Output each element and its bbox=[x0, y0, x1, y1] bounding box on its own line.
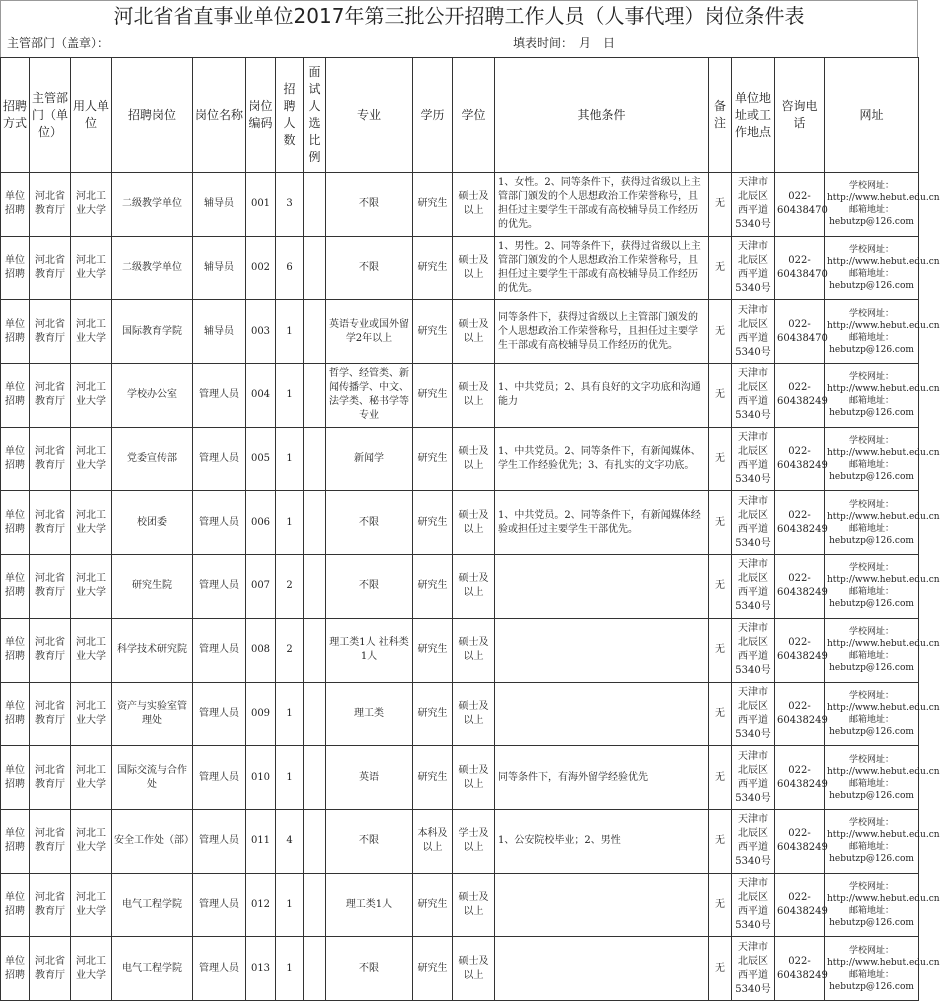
cell-edu: 研究生 bbox=[413, 300, 453, 364]
cell-major: 新闻学 bbox=[326, 427, 413, 491]
table-row bbox=[1, 427, 919, 491]
cell-dept: 河北省教育厅 bbox=[30, 491, 71, 555]
cell-edu: 研究生 bbox=[413, 873, 453, 937]
cell-ratio bbox=[304, 300, 326, 364]
cell-code: 006 bbox=[246, 491, 276, 555]
cell-dept: 河北省教育厅 bbox=[30, 555, 71, 619]
cell-num: 6 bbox=[276, 236, 304, 300]
cell-ratio bbox=[304, 873, 326, 937]
cell-major: 理工类1人 社科类1人 bbox=[326, 618, 413, 682]
column-header: 岗位名称 bbox=[193, 58, 246, 173]
cell-edu: 研究生 bbox=[413, 682, 453, 746]
cell-other bbox=[495, 682, 709, 746]
cell-edu: 研究生 bbox=[413, 555, 453, 619]
cell-code: 004 bbox=[246, 364, 276, 428]
cell-num: 4 bbox=[276, 809, 304, 873]
cell-num: 2 bbox=[276, 618, 304, 682]
cell-post: 科学技术研究院 bbox=[112, 618, 193, 682]
cell-post: 资产与实验室管理处 bbox=[112, 682, 193, 746]
cell-addr: 天津市北辰区西平道5340号 bbox=[732, 809, 775, 873]
cell-dept: 河北省教育厅 bbox=[30, 427, 71, 491]
cell-unit: 河北工业大学 bbox=[71, 682, 112, 746]
cell-edu: 研究生 bbox=[413, 364, 453, 428]
column-header: 主管部门（单位） bbox=[30, 58, 71, 173]
cell-major: 不限 bbox=[326, 173, 413, 237]
cell-method: 单位招聘 bbox=[1, 173, 30, 237]
cell-num: 3 bbox=[276, 173, 304, 237]
cell-ratio bbox=[304, 809, 326, 873]
cell-dept: 河北省教育厅 bbox=[30, 937, 71, 1001]
cell-code: 009 bbox=[246, 682, 276, 746]
cell-other bbox=[495, 555, 709, 619]
cell-other: 1、中共党员。2、同等条件下，有新闻媒体经验或担任过主要学生干部优先。 bbox=[495, 491, 709, 555]
cell-post: 安全工作处（部） bbox=[112, 809, 193, 873]
table-row bbox=[1, 873, 919, 937]
cell-name: 管理人员 bbox=[193, 682, 246, 746]
cell-ratio bbox=[304, 682, 326, 746]
cell-note: 无 bbox=[709, 236, 732, 300]
cell-post: 研究生院 bbox=[112, 555, 193, 619]
column-header: 学位 bbox=[453, 58, 495, 173]
cell-note: 无 bbox=[709, 873, 732, 937]
cell-other bbox=[495, 873, 709, 937]
cell-dept: 河北省教育厅 bbox=[30, 682, 71, 746]
cell-other: 1、中共党员。2、同等条件下，有新闻媒体、学生工作经验优先；3、有扎实的文字功底。 bbox=[495, 427, 709, 491]
cell-web: 学校网址： http://www.hebut.edu.cn 邮箱地址：hebutzp@126.com bbox=[825, 555, 919, 619]
column-header: 其他条件 bbox=[495, 58, 709, 173]
cell-method: 单位招聘 bbox=[1, 555, 30, 619]
column-header: 招聘岗位 bbox=[112, 58, 193, 173]
cell-name: 辅导员 bbox=[193, 236, 246, 300]
cell-phone: 022-60438470 bbox=[775, 300, 825, 364]
cell-edu: 研究生 bbox=[413, 491, 453, 555]
table-row bbox=[1, 300, 919, 364]
cell-ratio bbox=[304, 937, 326, 1001]
cell-post: 校团委 bbox=[112, 491, 193, 555]
cell-phone: 022-60438249 bbox=[775, 491, 825, 555]
cell-note: 无 bbox=[709, 682, 732, 746]
cell-post: 党委宣传部 bbox=[112, 427, 193, 491]
column-header: 招聘方式 bbox=[1, 58, 30, 173]
column-header: 专业 bbox=[326, 58, 413, 173]
cell-web: 学校网址： http://www.hebut.edu.cn 邮箱地址：hebutzp@126.com bbox=[825, 427, 919, 491]
cell-phone: 022-60438249 bbox=[775, 873, 825, 937]
cell-web: 学校网址： http://www.hebut.edu.cn 邮箱地址：hebutzp@126.com bbox=[825, 809, 919, 873]
document-title: 河北省省直事业单位2017年第三批公开招聘工作人员（人事代理）岗位条件表 bbox=[0, 0, 918, 30]
cell-dept: 河北省教育厅 bbox=[30, 618, 71, 682]
cell-num: 1 bbox=[276, 491, 304, 555]
cell-degree: 硕士及以上 bbox=[453, 364, 495, 428]
cell-code: 012 bbox=[246, 873, 276, 937]
cell-edu: 研究生 bbox=[413, 746, 453, 810]
cell-ratio bbox=[304, 236, 326, 300]
cell-other: 同等条件下，获得过省级以上主管部门颁发的个人思想政治工作荣誉称号，且担任过主要学生干部或有高校辅导员工作经历的优先。 bbox=[495, 300, 709, 364]
cell-unit: 河北工业大学 bbox=[71, 555, 112, 619]
cell-note: 无 bbox=[709, 746, 732, 810]
cell-method: 单位招聘 bbox=[1, 809, 30, 873]
cell-post: 二级教学单位 bbox=[112, 173, 193, 237]
cell-name: 管理人员 bbox=[193, 555, 246, 619]
cell-name: 管理人员 bbox=[193, 937, 246, 1001]
cell-degree: 硕士及以上 bbox=[453, 427, 495, 491]
cell-note: 无 bbox=[709, 555, 732, 619]
cell-post: 国际教育学院 bbox=[112, 300, 193, 364]
cell-web: 学校网址： http://www.hebut.edu.cn 邮箱地址：hebutzp@126.com bbox=[825, 300, 919, 364]
cell-phone: 022-60438249 bbox=[775, 364, 825, 428]
cell-addr: 天津市北辰区西平道5340号 bbox=[732, 491, 775, 555]
cell-unit: 河北工业大学 bbox=[71, 173, 112, 237]
cell-unit: 河北工业大学 bbox=[71, 427, 112, 491]
form-meta bbox=[0, 30, 918, 57]
cell-addr: 天津市北辰区西平道5340号 bbox=[732, 364, 775, 428]
cell-unit: 河北工业大学 bbox=[71, 809, 112, 873]
table-row bbox=[1, 555, 919, 619]
table-row bbox=[1, 491, 919, 555]
cell-other: 1、男性。2、同等条件下，获得过省级以上主管部门颁发的个人思想政治工作荣誉称号，且担任过主要学生干部或有高校辅导员工作经历的优先。 bbox=[495, 236, 709, 300]
cell-method: 单位招聘 bbox=[1, 682, 30, 746]
cell-code: 007 bbox=[246, 555, 276, 619]
column-header: 备注 bbox=[709, 58, 732, 173]
cell-major: 不限 bbox=[326, 491, 413, 555]
cell-num: 1 bbox=[276, 937, 304, 1001]
cell-name: 管理人员 bbox=[193, 873, 246, 937]
cell-other bbox=[495, 937, 709, 1001]
cell-other: 1、公安院校毕业；2、男性 bbox=[495, 809, 709, 873]
cell-phone: 022-60438470 bbox=[775, 173, 825, 237]
cell-dept: 河北省教育厅 bbox=[30, 746, 71, 810]
cell-ratio bbox=[304, 618, 326, 682]
cell-major: 哲学、经管类、新闻传播学、中文、法学类、秘书学等专业 bbox=[326, 364, 413, 428]
cell-ratio bbox=[304, 427, 326, 491]
column-header: 用人单位 bbox=[71, 58, 112, 173]
cell-addr: 天津市北辰区西平道5340号 bbox=[732, 682, 775, 746]
cell-addr: 天津市北辰区西平道5340号 bbox=[732, 618, 775, 682]
cell-method: 单位招聘 bbox=[1, 236, 30, 300]
cell-addr: 天津市北辰区西平道5340号 bbox=[732, 555, 775, 619]
cell-method: 单位招聘 bbox=[1, 873, 30, 937]
cell-note: 无 bbox=[709, 173, 732, 237]
cell-web: 学校网址： http://www.hebut.edu.cn 邮箱地址：hebutzp@126.com bbox=[825, 236, 919, 300]
cell-name: 辅导员 bbox=[193, 173, 246, 237]
cell-addr: 天津市北辰区西平道5340号 bbox=[732, 873, 775, 937]
cell-code: 002 bbox=[246, 236, 276, 300]
cell-name: 管理人员 bbox=[193, 427, 246, 491]
cell-num: 1 bbox=[276, 300, 304, 364]
dept-label: 主管部门（盖章）： bbox=[7, 36, 110, 50]
cell-addr: 天津市北辰区西平道5340号 bbox=[732, 173, 775, 237]
cell-other: 1、中共党员；2、具有良好的文字功底和沟通能力 bbox=[495, 364, 709, 428]
table-row bbox=[1, 173, 919, 237]
cell-post: 国际交流与合作处 bbox=[112, 746, 193, 810]
cell-phone: 022-60438249 bbox=[775, 427, 825, 491]
cell-major: 英语专业或国外留学2年以上 bbox=[326, 300, 413, 364]
cell-method: 单位招聘 bbox=[1, 491, 30, 555]
cell-code: 008 bbox=[246, 618, 276, 682]
table-row bbox=[1, 746, 919, 810]
cell-ratio bbox=[304, 491, 326, 555]
table-row bbox=[1, 364, 919, 428]
column-header: 咨询电话 bbox=[775, 58, 825, 173]
cell-dept: 河北省教育厅 bbox=[30, 300, 71, 364]
cell-phone: 022-60438249 bbox=[775, 937, 825, 1001]
cell-name: 管理人员 bbox=[193, 491, 246, 555]
cell-phone: 022-60438249 bbox=[775, 809, 825, 873]
cell-degree: 硕士及以上 bbox=[453, 236, 495, 300]
table-row bbox=[1, 682, 919, 746]
cell-code: 010 bbox=[246, 746, 276, 810]
cell-web: 学校网址： http://www.hebut.edu.cn 邮箱地址：hebutzp@126.com bbox=[825, 746, 919, 810]
cell-dept: 河北省教育厅 bbox=[30, 173, 71, 237]
cell-degree: 硕士及以上 bbox=[453, 173, 495, 237]
cell-method: 单位招聘 bbox=[1, 427, 30, 491]
cell-major: 英语 bbox=[326, 746, 413, 810]
cell-note: 无 bbox=[709, 427, 732, 491]
cell-edu: 研究生 bbox=[413, 427, 453, 491]
cell-unit: 河北工业大学 bbox=[71, 491, 112, 555]
cell-phone: 022-60438249 bbox=[775, 618, 825, 682]
cell-unit: 河北工业大学 bbox=[71, 746, 112, 810]
cell-other: 1、女性。2、同等条件下，获得过省级以上主管部门颁发的个人思想政治工作荣誉称号，且担任过主要学生干部或有高校辅导员工作经历的优先。 bbox=[495, 173, 709, 237]
column-header: 岗位编码 bbox=[246, 58, 276, 173]
cell-edu: 研究生 bbox=[413, 173, 453, 237]
cell-dept: 河北省教育厅 bbox=[30, 809, 71, 873]
cell-degree: 硕士及以上 bbox=[453, 937, 495, 1001]
cell-phone: 022-60438470 bbox=[775, 236, 825, 300]
cell-num: 1 bbox=[276, 746, 304, 810]
cell-web: 学校网址： http://www.hebut.edu.cn 邮箱地址：hebutzp@126.com bbox=[825, 682, 919, 746]
cell-name: 管理人员 bbox=[193, 746, 246, 810]
cell-ratio bbox=[304, 555, 326, 619]
cell-major: 理工类1人 bbox=[326, 873, 413, 937]
cell-code: 011 bbox=[246, 809, 276, 873]
cell-num: 1 bbox=[276, 682, 304, 746]
cell-unit: 河北工业大学 bbox=[71, 618, 112, 682]
table-row bbox=[1, 618, 919, 682]
cell-name: 管理人员 bbox=[193, 809, 246, 873]
cell-web: 学校网址： http://www.hebut.edu.cn 邮箱地址：hebutzp@126.com bbox=[825, 618, 919, 682]
table-row bbox=[1, 809, 919, 873]
cell-num: 1 bbox=[276, 873, 304, 937]
cell-note: 无 bbox=[709, 809, 732, 873]
cell-code: 013 bbox=[246, 937, 276, 1001]
cell-method: 单位招聘 bbox=[1, 300, 30, 364]
cell-other: 同等条件下，有海外留学经验优先 bbox=[495, 746, 709, 810]
cell-note: 无 bbox=[709, 300, 732, 364]
cell-addr: 天津市北辰区西平道5340号 bbox=[732, 937, 775, 1001]
cell-degree: 硕士及以上 bbox=[453, 873, 495, 937]
cell-addr: 天津市北辰区西平道5340号 bbox=[732, 236, 775, 300]
cell-web: 学校网址： http://www.hebut.edu.cn 邮箱地址：hebutzp@126.com bbox=[825, 173, 919, 237]
cell-other bbox=[495, 618, 709, 682]
cell-edu: 研究生 bbox=[413, 937, 453, 1001]
cell-major: 不限 bbox=[326, 555, 413, 619]
cell-major: 不限 bbox=[326, 809, 413, 873]
column-header: 网址 bbox=[825, 58, 919, 173]
table-row bbox=[1, 937, 919, 1001]
cell-web: 学校网址： http://www.hebut.edu.cn 邮箱地址：hebutzp@126.com bbox=[825, 491, 919, 555]
cell-note: 无 bbox=[709, 364, 732, 428]
cell-unit: 河北工业大学 bbox=[71, 236, 112, 300]
table-body bbox=[1, 173, 940, 1001]
cell-num: 1 bbox=[276, 364, 304, 428]
table-row bbox=[1, 236, 919, 300]
cell-web: 学校网址： http://www.hebut.edu.cn 邮箱地址：hebutzp@126.com bbox=[825, 364, 919, 428]
cell-num: 1 bbox=[276, 427, 304, 491]
cell-unit: 河北工业大学 bbox=[71, 364, 112, 428]
cell-major: 理工类 bbox=[326, 682, 413, 746]
cell-post: 电气工程学院 bbox=[112, 937, 193, 1001]
column-header: 学历 bbox=[413, 58, 453, 173]
cell-method: 单位招聘 bbox=[1, 937, 30, 1001]
cell-post: 二级教学单位 bbox=[112, 236, 193, 300]
cell-edu: 本科及以上 bbox=[413, 809, 453, 873]
cell-degree: 硕士及以上 bbox=[453, 491, 495, 555]
cell-web: 学校网址： http://www.hebut.edu.cn 邮箱地址：hebutzp@126.com bbox=[825, 937, 919, 1001]
cell-edu: 研究生 bbox=[413, 236, 453, 300]
cell-addr: 天津市北辰区西平道5340号 bbox=[732, 300, 775, 364]
cell-name: 管理人员 bbox=[193, 364, 246, 428]
cell-phone: 022-60438249 bbox=[775, 555, 825, 619]
cell-edu: 研究生 bbox=[413, 618, 453, 682]
cell-code: 003 bbox=[246, 300, 276, 364]
cell-dept: 河北省教育厅 bbox=[30, 873, 71, 937]
cell-degree: 硕士及以上 bbox=[453, 682, 495, 746]
cell-major: 不限 bbox=[326, 236, 413, 300]
cell-method: 单位招聘 bbox=[1, 618, 30, 682]
header-row bbox=[1, 58, 919, 173]
cell-note: 无 bbox=[709, 618, 732, 682]
cell-post: 学校办公室 bbox=[112, 364, 193, 428]
cell-note: 无 bbox=[709, 937, 732, 1001]
cell-ratio bbox=[304, 746, 326, 810]
cell-code: 005 bbox=[246, 427, 276, 491]
date-label: 填表时间： 月 日 bbox=[513, 36, 616, 50]
positions-table bbox=[0, 57, 940, 1001]
cell-note: 无 bbox=[709, 491, 732, 555]
cell-addr: 天津市北辰区西平道5340号 bbox=[732, 427, 775, 491]
cell-dept: 河北省教育厅 bbox=[30, 364, 71, 428]
cell-ratio bbox=[304, 173, 326, 237]
cell-name: 管理人员 bbox=[193, 618, 246, 682]
cell-dept: 河北省教育厅 bbox=[30, 236, 71, 300]
cell-degree: 学士及以上 bbox=[453, 809, 495, 873]
cell-ratio bbox=[304, 364, 326, 428]
cell-method: 单位招聘 bbox=[1, 364, 30, 428]
column-header: 单位地址或工作地点 bbox=[732, 58, 775, 173]
cell-major: 不限 bbox=[326, 937, 413, 1001]
cell-degree: 硕士及以上 bbox=[453, 555, 495, 619]
cell-post: 电气工程学院 bbox=[112, 873, 193, 937]
cell-method: 单位招聘 bbox=[1, 746, 30, 810]
cell-phone: 022-60438249 bbox=[775, 682, 825, 746]
cell-web: 学校网址： http://www.hebut.edu.cn 邮箱地址：hebutzp@126.com bbox=[825, 873, 919, 937]
cell-addr: 天津市北辰区西平道5340号 bbox=[732, 746, 775, 810]
column-header: 招聘人数 bbox=[276, 58, 304, 173]
cell-unit: 河北工业大学 bbox=[71, 873, 112, 937]
cell-name: 辅导员 bbox=[193, 300, 246, 364]
cell-phone: 022-60438249 bbox=[775, 746, 825, 810]
cell-unit: 河北工业大学 bbox=[71, 300, 112, 364]
cell-degree: 硕士及以上 bbox=[453, 300, 495, 364]
cell-num: 2 bbox=[276, 555, 304, 619]
cell-degree: 硕士及以上 bbox=[453, 618, 495, 682]
column-header: 面试人选比例 bbox=[304, 58, 326, 173]
cell-unit: 河北工业大学 bbox=[71, 937, 112, 1001]
cell-code: 001 bbox=[246, 173, 276, 237]
cell-degree: 硕士及以上 bbox=[453, 746, 495, 810]
